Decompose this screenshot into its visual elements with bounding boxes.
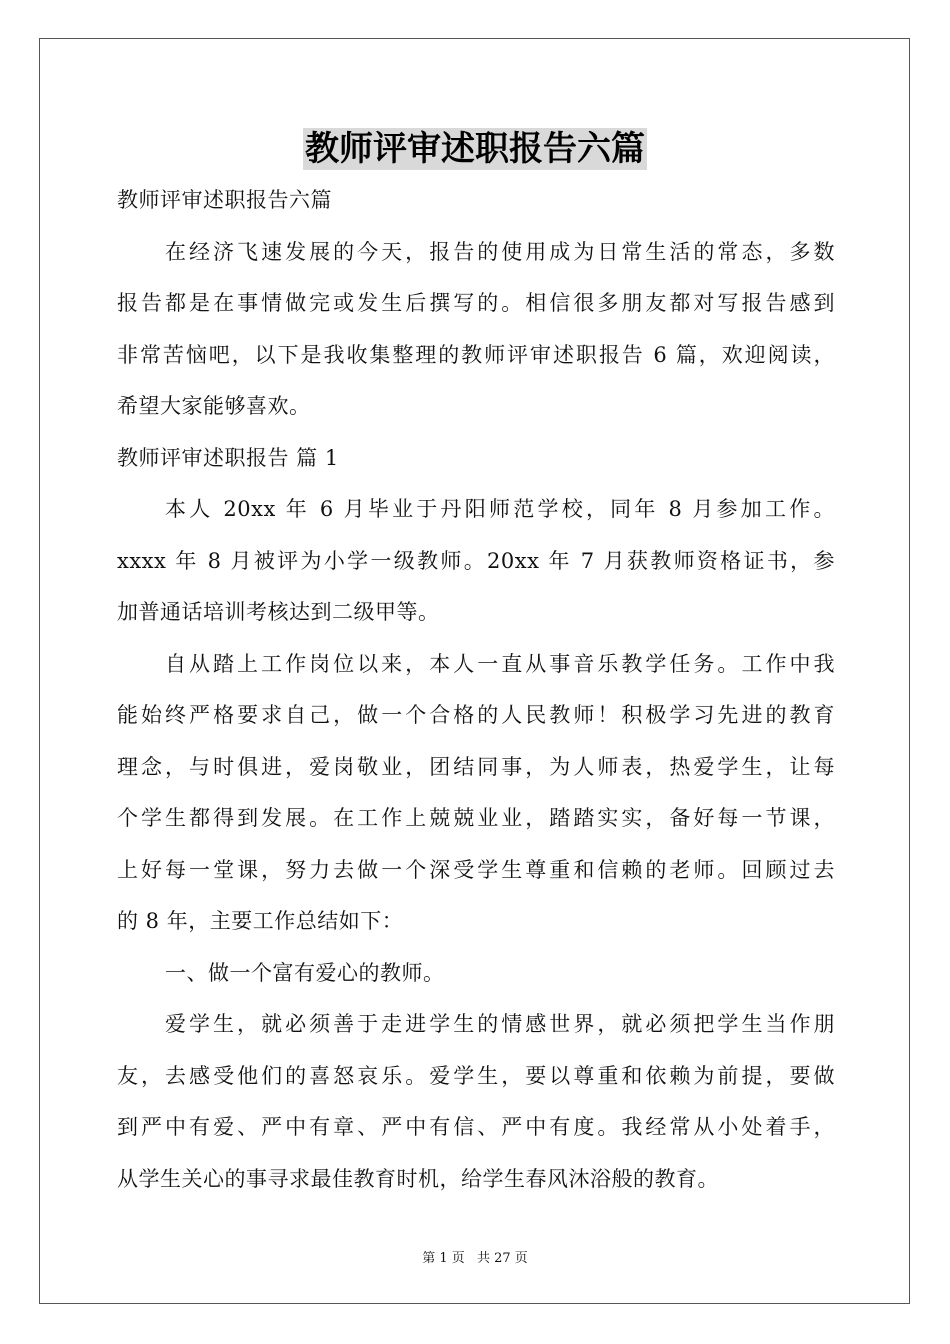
document-title-text: 教师评审述职报告六篇 xyxy=(305,129,645,169)
page-number: 第 1 页 xyxy=(422,1251,465,1266)
paragraph-line: 非常苦恼吧，以下是我收集整理的教师评审述职报告 6 篇，欢迎阅读， xyxy=(117,342,835,367)
paragraph-line: 能始终严格要求自己，做一个合格的人民教师！积极学习先进的教育 xyxy=(117,703,835,727)
paragraph-line: 友，去感受他们的喜怒哀乐。爱学生，要以尊重和依赖为前提，要做 xyxy=(117,1063,835,1088)
paragraph-line: 在经济飞速发展的今天，报告的使用成为日常生活的常态，多数 xyxy=(165,239,835,264)
subtitle-line: 教师评审述职报告六篇 xyxy=(117,188,332,212)
document-title xyxy=(0,128,950,170)
paragraph-line: 希望大家能够喜欢。 xyxy=(117,394,311,418)
paragraph-line: xxxx 年 8 月被评为小学一级教师。20xx 年 7 月获教师资格证书，参 xyxy=(117,548,835,573)
paragraph-line: 上好每一堂课，努力去做一个深受学生尊重和信赖的老师。回顾过去 xyxy=(117,857,835,882)
paragraph-line: 爱学生，就必须善于走进学生的情感世界，就必须把学生当作朋 xyxy=(165,1012,835,1036)
section-heading: 教师评审述职报告 篇 1 xyxy=(117,445,339,470)
paragraph-line: 报告都是在事情做完或发生后撰写的。相信很多朋友都对写报告感到 xyxy=(117,291,835,315)
paragraph-line: 理念，与时俱进，爱岗敬业，团结同事，为人师表，热爱学生，让每 xyxy=(117,754,835,779)
paragraph-line: 的 8 年，主要工作总结如下： xyxy=(117,909,404,933)
paragraph-line: 自从踏上工作岗位以来，本人一直从事音乐教学任务。工作中我 xyxy=(165,651,835,676)
paragraph-line: 从学生关心的事寻求最佳教育时机，给学生春风沐浴般的教育。 xyxy=(117,1166,719,1191)
page-footer xyxy=(0,1247,950,1266)
paragraph-line: 到严中有爱、严中有章、严中有信、严中有度。我经常从小处着手， xyxy=(117,1115,835,1139)
paragraph-line: 加普通话培训考核达到二级甲等。 xyxy=(117,600,440,624)
page-total: 共 27 页 xyxy=(476,1251,528,1266)
paragraph-line: 本人 20xx 年 6 月毕业于丹阳师范学校，同年 8 月参加工作。 xyxy=(165,497,835,521)
paragraph-line: 个学生都得到发展。在工作上兢兢业业，踏踏实实，备好每一节课， xyxy=(117,806,835,830)
subsection-heading: 一、做一个富有爱心的教师。 xyxy=(165,960,445,985)
document-body xyxy=(117,180,835,1210)
